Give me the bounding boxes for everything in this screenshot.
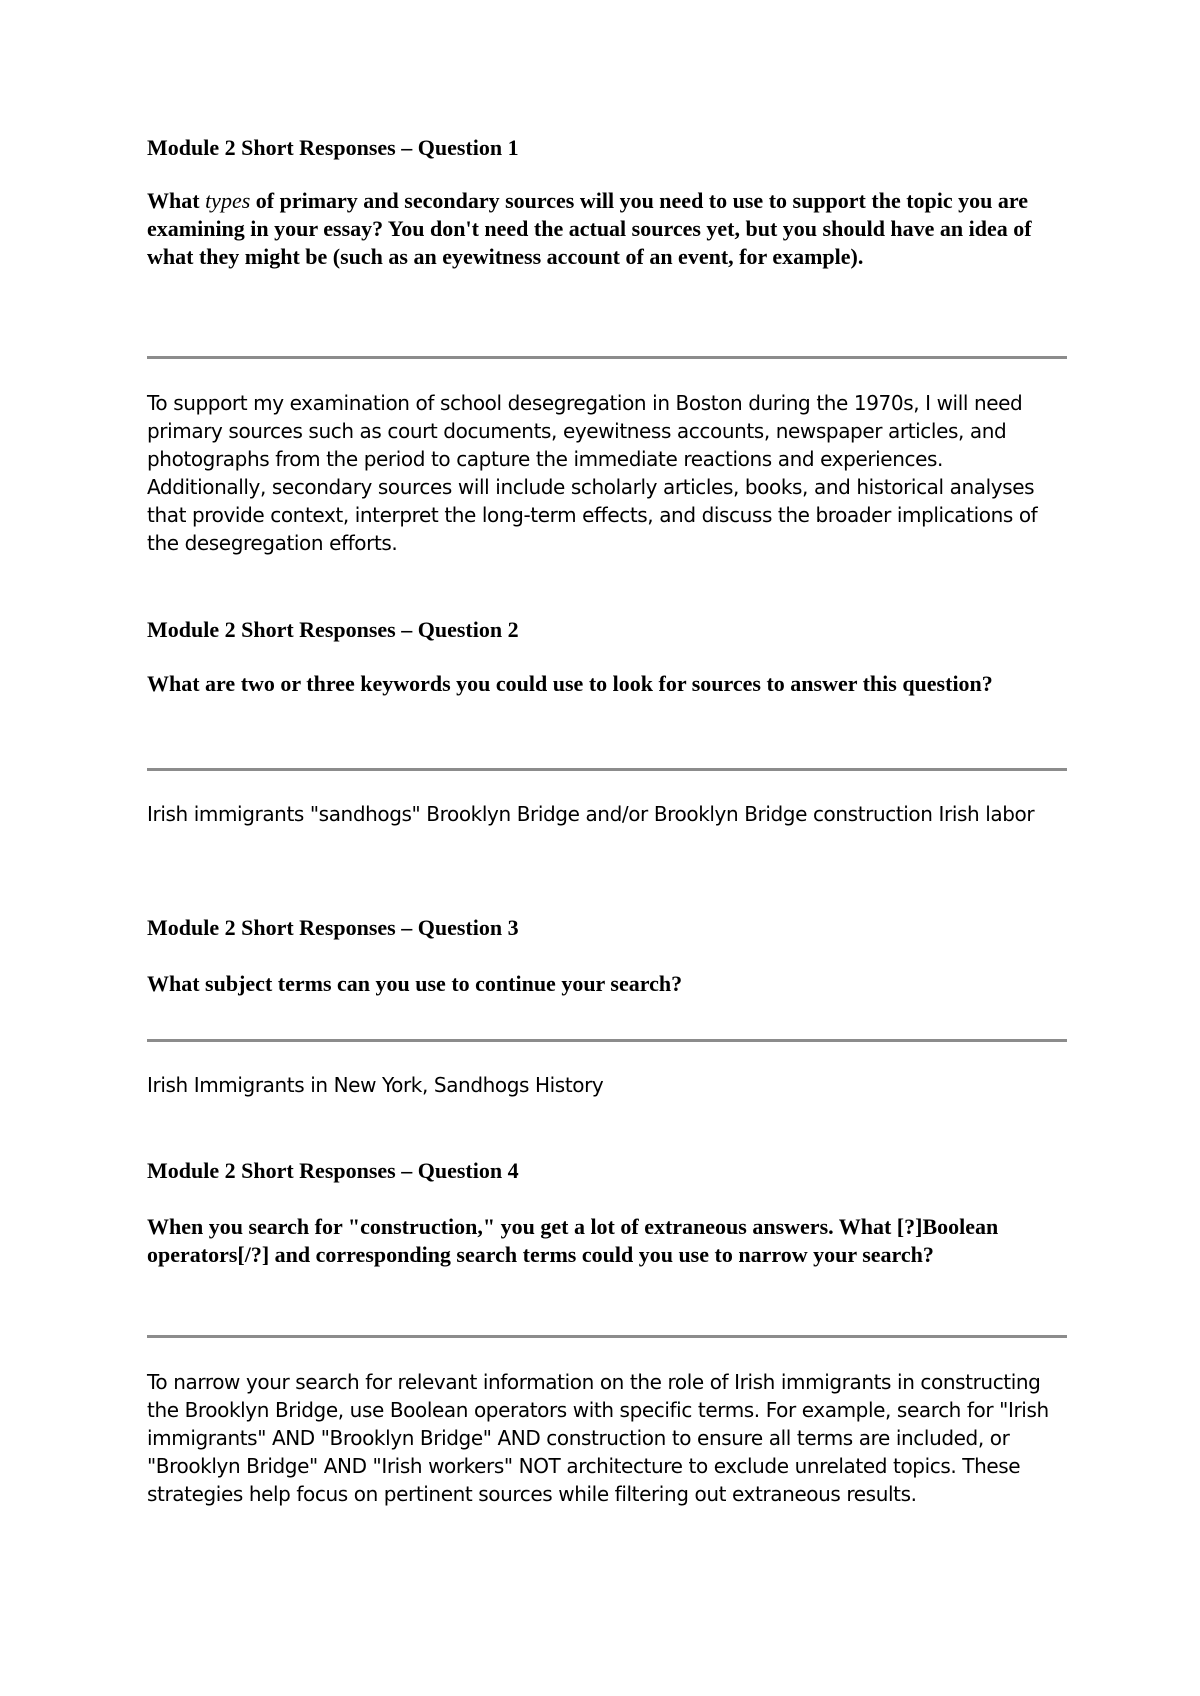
question-4-answer: To narrow your search for relevant information on the role of Irish immigrants in constructing the Brooklyn Bridge, use Boolean operators with specific terms. For example, search for "Irish immigrants" AND "Brooklyn Bridge" AND construction to ensure all terms are included, or "Brooklyn Bridge" AND "Irish workers" NOT architecture to exclude unrelated topics. These strategies help focus on pertinent sources while filtering out extraneous results. [147, 1370, 1049, 1506]
question-3-divider [147, 1039, 1067, 1042]
question-2-divider [147, 768, 1067, 771]
question-3-section [147, 914, 1067, 1097]
question-1-prompt-italic: types [205, 188, 251, 213]
question-2-section [147, 616, 1067, 826]
question-3-answer: Irish Immigrants in New York, Sandhogs History [147, 1073, 604, 1097]
question-2-prompt: What are two or three keywords you could use to look for sources to answer this question? [147, 671, 993, 696]
question-3-prompt: What subject terms can you use to continue your search? [147, 971, 683, 996]
question-1-prompt [147, 187, 1067, 271]
question-1-prompt-end: of primary and secondary sources will you need to use to support the topic you are examining in your essay? You don't need the actual sources yet, but you should have an idea of what they might be (such as an eyewitness account of an event, for example). [147, 188, 1032, 269]
question-2-heading: Module 2 Short Responses – Question 2 [147, 617, 519, 642]
question-4-prompt: When you search for "construction," you get a lot of extraneous answers. What [?]Boolean operators[/?] and corresponding search terms could you use to narrow your search? [147, 1214, 999, 1267]
question-1-answer: To support my examination of school desegregation in Boston during the 1970s, I will need primary sources such as court documents, eyewitness accounts, newspaper articles, and photographs from the period to capture the immediate reactions and experiences. Additionally, secondary sources will include scholarly articles, books, and historical analyses that provide context, interpret the long-term effects, and discuss the broader implications of the desegregation efforts. [147, 391, 1038, 555]
question-4-section [147, 1157, 1067, 1506]
question-4-divider [147, 1335, 1067, 1338]
question-1-divider [147, 356, 1067, 359]
question-3-heading: Module 2 Short Responses – Question 3 [147, 915, 519, 940]
question-1-heading: Module 2 Short Responses – Question 1 [147, 135, 519, 160]
question-1-section [147, 134, 1067, 555]
question-4-heading: Module 2 Short Responses – Question 4 [147, 1158, 519, 1183]
question-1-prompt-start: What [147, 188, 206, 213]
question-2-answer: Irish immigrants "sandhogs" Brooklyn Bridge and/or Brooklyn Bridge construction Irish labor [147, 802, 1035, 826]
